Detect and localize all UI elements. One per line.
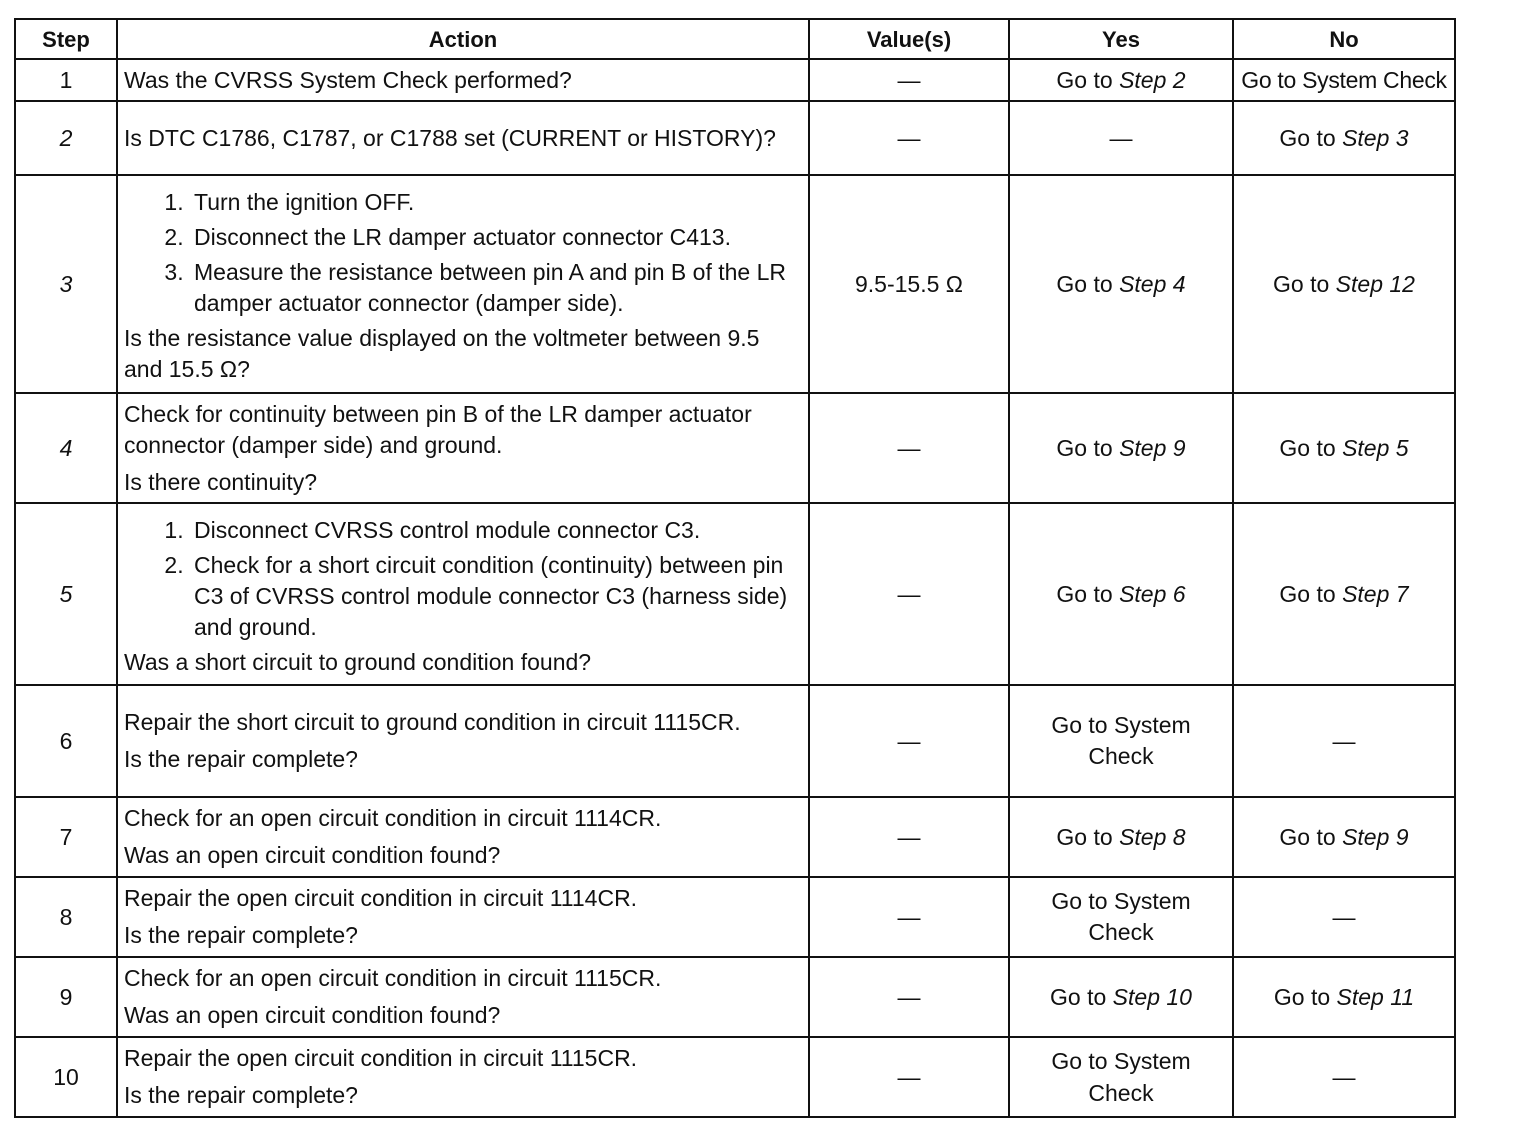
value-cell: — [809,503,1009,685]
action-text: Repair the short circuit to ground condition in circuit 1115CR. [124,709,741,735]
diagnostic-table [14,18,1456,1118]
table-row [15,101,1455,175]
yes-cell [1009,175,1233,393]
action-text: Was the CVRSS System Check performed? [117,59,809,101]
value-cell: — [809,1037,1009,1117]
no-prefix: Go to [1279,823,1343,850]
action-text: Check for an open circuit condition in circuit 1115CR. [124,965,662,991]
step-number: 3 [15,175,117,393]
table-row [15,685,1455,797]
step-number: 4 [15,393,117,503]
substep-item: 1. Turn the ignition OFF. [190,187,802,218]
value-cell: — [809,797,1009,877]
no-prefix: Go to [1279,580,1343,607]
yes-step-link[interactable]: Step 6 [1119,580,1186,607]
no-step-link[interactable]: Step 12 [1335,270,1415,297]
no-prefix: Go to [1279,434,1343,461]
question-text: Is there continuity? [124,468,318,495]
action-cell [117,175,809,393]
yes-prefix: Go to [1056,823,1120,850]
action-cell [117,797,809,877]
yes-prefix: Go to [1056,66,1120,93]
no-step-link[interactable]: Step 7 [1342,580,1409,607]
yes-cell [1009,503,1233,685]
header-yes: Yes [1009,19,1233,59]
yes-link[interactable]: Go to System Check [1051,712,1191,769]
no-prefix: Go to [1273,270,1336,297]
question-text: Was an open circuit condition found? [124,1002,501,1028]
yes-step-link[interactable]: Step 4 [1119,270,1186,297]
no-prefix: — [1332,903,1356,930]
table-row [15,797,1455,877]
yes-link[interactable]: Go to System Check [1051,1048,1191,1106]
value-cell: — [809,685,1009,797]
question-text: Is the repair complete? [124,746,358,772]
no-prefix: Go to [1273,983,1337,1010]
value-cell: — [809,393,1009,503]
yes-cell [1009,685,1233,797]
no-cell [1233,957,1455,1037]
question-text: Is the repair complete? [124,922,358,948]
step-number: 7 [15,797,117,877]
table-row [15,957,1455,1037]
no-cell [1233,877,1455,957]
yes-prefix: Go to [1056,434,1120,461]
header-action: Action [117,19,809,59]
no-step-link[interactable]: Step 5 [1342,434,1409,461]
no-cell [1233,685,1455,797]
action-cell [117,393,809,503]
yes-cell [1009,957,1233,1037]
substep-item: 1. Disconnect CVRSS control module connector C3. [190,515,802,546]
table-row [15,59,1455,101]
header-row [15,19,1455,59]
table-row [15,175,1455,393]
substep-item: 2. Disconnect the LR damper actuator connector C413. [190,222,802,253]
action-text: Repair the open circuit condition in circuit 1114CR. [124,885,638,911]
substep-item: 2. Check for a short circuit condition (continuity) between pin C3 of CVRSS control module connector C3 (harness side) and ground. [190,550,802,643]
no-prefix: — [1332,727,1356,754]
action-text: Repair the open circuit condition in circuit 1115CR. [124,1045,638,1071]
step-number: 5 [15,503,117,685]
value-cell: — [809,59,1009,101]
table-row [15,1037,1455,1117]
step-number: 8 [15,877,117,957]
no-cell [1233,797,1455,877]
yes-step-link[interactable]: Step 8 [1119,823,1186,850]
substep-list [124,515,802,643]
value-cell: — [809,957,1009,1037]
action-text: Is DTC C1786, C1787, or C1788 set (CURRENT or HISTORY)? [117,101,809,175]
no-prefix: Go to [1279,124,1343,151]
value-cell: — [809,101,1009,175]
question-text: Was a short circuit to ground condition found? [124,648,592,675]
header-step: Step [15,19,117,59]
table-row [15,393,1455,503]
yes-cell [1009,393,1233,503]
step-number: 1 [15,59,117,101]
no-step-link[interactable]: Step 3 [1342,124,1409,151]
yes-step-link[interactable]: Step 10 [1112,983,1192,1010]
value-cell: 9.5-15.5 Ω [809,175,1009,393]
yes-prefix: Go to [1056,270,1120,297]
yes-cell [1009,59,1233,101]
yes-cell [1009,101,1233,175]
action-cell [117,877,809,957]
no-cell [1233,175,1455,393]
action-text: Check for continuity between pin B of the LR damper actuator connector (damper side) and ground. [124,400,752,458]
yes-cell [1009,1037,1233,1117]
action-cell [117,957,809,1037]
substep-list [124,187,802,319]
step-number: 10 [15,1037,117,1117]
yes-prefix: Go to [1056,580,1120,607]
header-no: No [1233,19,1455,59]
question-text: Is the resistance value displayed on the voltmeter between 9.5 and 15.5 Ω? [124,325,760,382]
no-cell [1233,503,1455,685]
step-number: 2 [15,101,117,175]
substep-item: 3. Measure the resistance between pin A and pin B of the LR damper actuator connector (damper side). [190,257,802,319]
action-cell [117,1037,809,1117]
yes-link[interactable]: Go to System Check [1051,888,1191,945]
step-number: 9 [15,957,117,1037]
no-cell [1233,59,1455,101]
table-row [15,877,1455,957]
no-cell [1233,101,1455,175]
no-cell [1233,1037,1455,1117]
question-text: Was an open circuit condition found? [124,842,501,868]
yes-step-link[interactable]: Step 9 [1119,434,1186,461]
no-step-link[interactable]: Step 11 [1336,983,1415,1010]
action-text: Check for an open circuit condition in circuit 1114CR. [124,805,662,831]
action-cell [117,503,809,685]
action-cell [117,685,809,797]
header-values: Value(s) [809,19,1009,59]
yes-cell [1009,797,1233,877]
no-prefix: — [1332,1063,1356,1090]
question-text: Is the repair complete? [124,1082,358,1108]
yes-prefix: Go to [1050,983,1113,1010]
yes-cell [1009,877,1233,957]
table-row [15,503,1455,685]
no-link[interactable]: Go to System Check [1241,66,1447,93]
value-cell: — [809,877,1009,957]
yes-prefix: — [1109,124,1133,151]
no-step-link[interactable]: Step 9 [1342,823,1409,850]
no-cell [1233,393,1455,503]
step-number: 6 [15,685,117,797]
yes-step-link[interactable]: Step 2 [1119,66,1186,93]
